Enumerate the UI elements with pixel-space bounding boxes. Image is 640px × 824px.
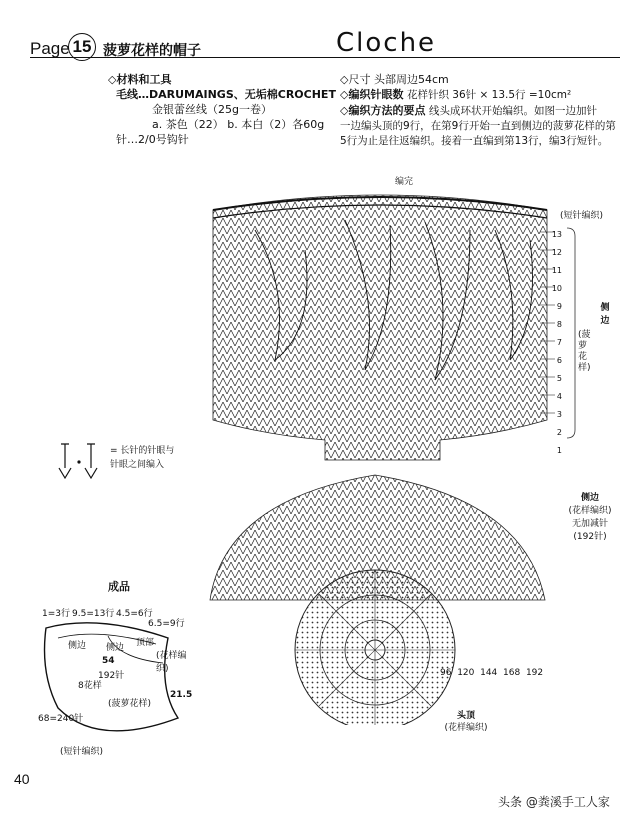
dim-top-right: 6.5=9行 [148,619,185,629]
stitch-legend [55,438,215,488]
crown-row-192: 192 [525,668,544,678]
page-word: Page [30,39,70,58]
finished-54: 54 [102,656,115,666]
no-increase: 无加减针 [571,519,608,529]
side-pineapple-label [590,300,620,326]
dim-top-mid2: 4.5=6行 [116,609,153,619]
row-2: 2 [556,428,562,437]
row-12: 12 [551,248,562,257]
finished-crown: 顶部 [136,638,155,648]
specs-block [340,72,632,149]
dim-top-left: 1=3行 [42,609,70,619]
method-line3: 5行为止是往返编织。接着一直编到第13行，编3行短针。 [340,135,609,147]
size-spec: ◇尺寸 头部周边54cm [340,73,449,86]
finished-8-patterns: 8花样 [78,681,102,691]
crown-block [438,710,494,734]
finished-pattern: (花样编织) [156,651,187,674]
finished-side2: 侧边 [106,643,125,653]
row-3: 3 [556,410,562,419]
crown-pattern: (花样编织) [444,723,488,733]
row-4: 4 [556,392,562,401]
finished-short-stitch: (短针编织) [60,747,104,757]
side-label-char1: 侧 [600,303,610,313]
crown-circle [295,570,455,725]
pattern-title: 菠萝花样的帽子 [103,43,201,59]
side-block [560,492,620,544]
row-1: 1 [556,446,562,455]
rows-brace [567,228,575,438]
header-rule [30,57,620,58]
finish-label: 编完 [395,177,414,187]
side-pattern: (花样编织) [568,506,612,516]
side-label: 侧边 [580,493,599,503]
legend-line2: 针眼之间编入 [110,460,165,470]
crown-row-120: 120 [457,668,475,678]
method-label: ◇编织方法的要点 [340,104,426,117]
finished-pineapple: (菠萝花样) [108,699,152,709]
crown-label: 头顶 [456,711,475,721]
row-13: 13 [551,230,562,239]
crown-row-144: 144 [480,668,498,678]
side-pineapple-sub: (菠萝花样) [578,330,591,373]
page-header [0,0,640,70]
row-9: 9 [556,302,562,311]
yarn-line: 毛线…DARUMAINGS、无垢棉CROCHET [116,88,336,101]
crown-row-96: 96 [440,668,452,678]
finished-left-num: 68=240针 [38,714,84,724]
finished-side: 侧边 [68,641,87,651]
source-credit: 头条 @粪溪手工人家 [498,795,610,809]
method-line2: 一边编头顶的9行，在第9行开始一直到侧边的菠萝花样的第 [340,120,616,132]
row-number-column [548,226,562,460]
finished-diagram [38,578,198,756]
stitches-192: (192针) [573,532,607,542]
legend-symbol [55,438,105,483]
row-8: 8 [556,320,562,329]
finished-215: 21.5 [170,690,193,700]
hook-size: 针…2/0号钩针 [116,133,189,146]
row-11: 11 [551,266,562,275]
page-number-footer: 40 [14,771,30,787]
short-stitch-label: (短针编织) [560,211,604,221]
finished-192: 192针 [98,671,125,681]
row-10: 10 [551,284,562,293]
pineapple-body [213,195,547,460]
legend-line1: = 长针的针眼与 [110,446,175,456]
row-5: 5 [556,374,562,383]
row-7: 7 [556,338,562,347]
english-title: Cloche [336,28,437,58]
finished-title: 成品 [108,580,130,593]
page-number-badge: 15 [68,33,96,61]
yarn-colors: a. 茶色（22） b. 本白（2）各60g [152,118,325,131]
method-line1: 线头成环状开始编织。如图一边加针 [428,105,597,117]
crown-row-168: 168 [503,668,521,678]
gauge-label: ◇编织针眼数 [340,88,404,101]
materials-block [108,72,338,147]
yarn-sub: 金银蕾丝线（25g一卷） [152,103,272,116]
side-label-char2: 边 [600,316,610,326]
row-6: 6 [556,356,562,365]
dim-top-mid1: 9.5=13行 [72,609,115,619]
gauge-value: 花样针织 36针 × 13.5行 =10cm² [406,89,572,101]
crown-row-counts [440,668,543,679]
materials-heading: ◇材料和工具 [108,73,172,86]
